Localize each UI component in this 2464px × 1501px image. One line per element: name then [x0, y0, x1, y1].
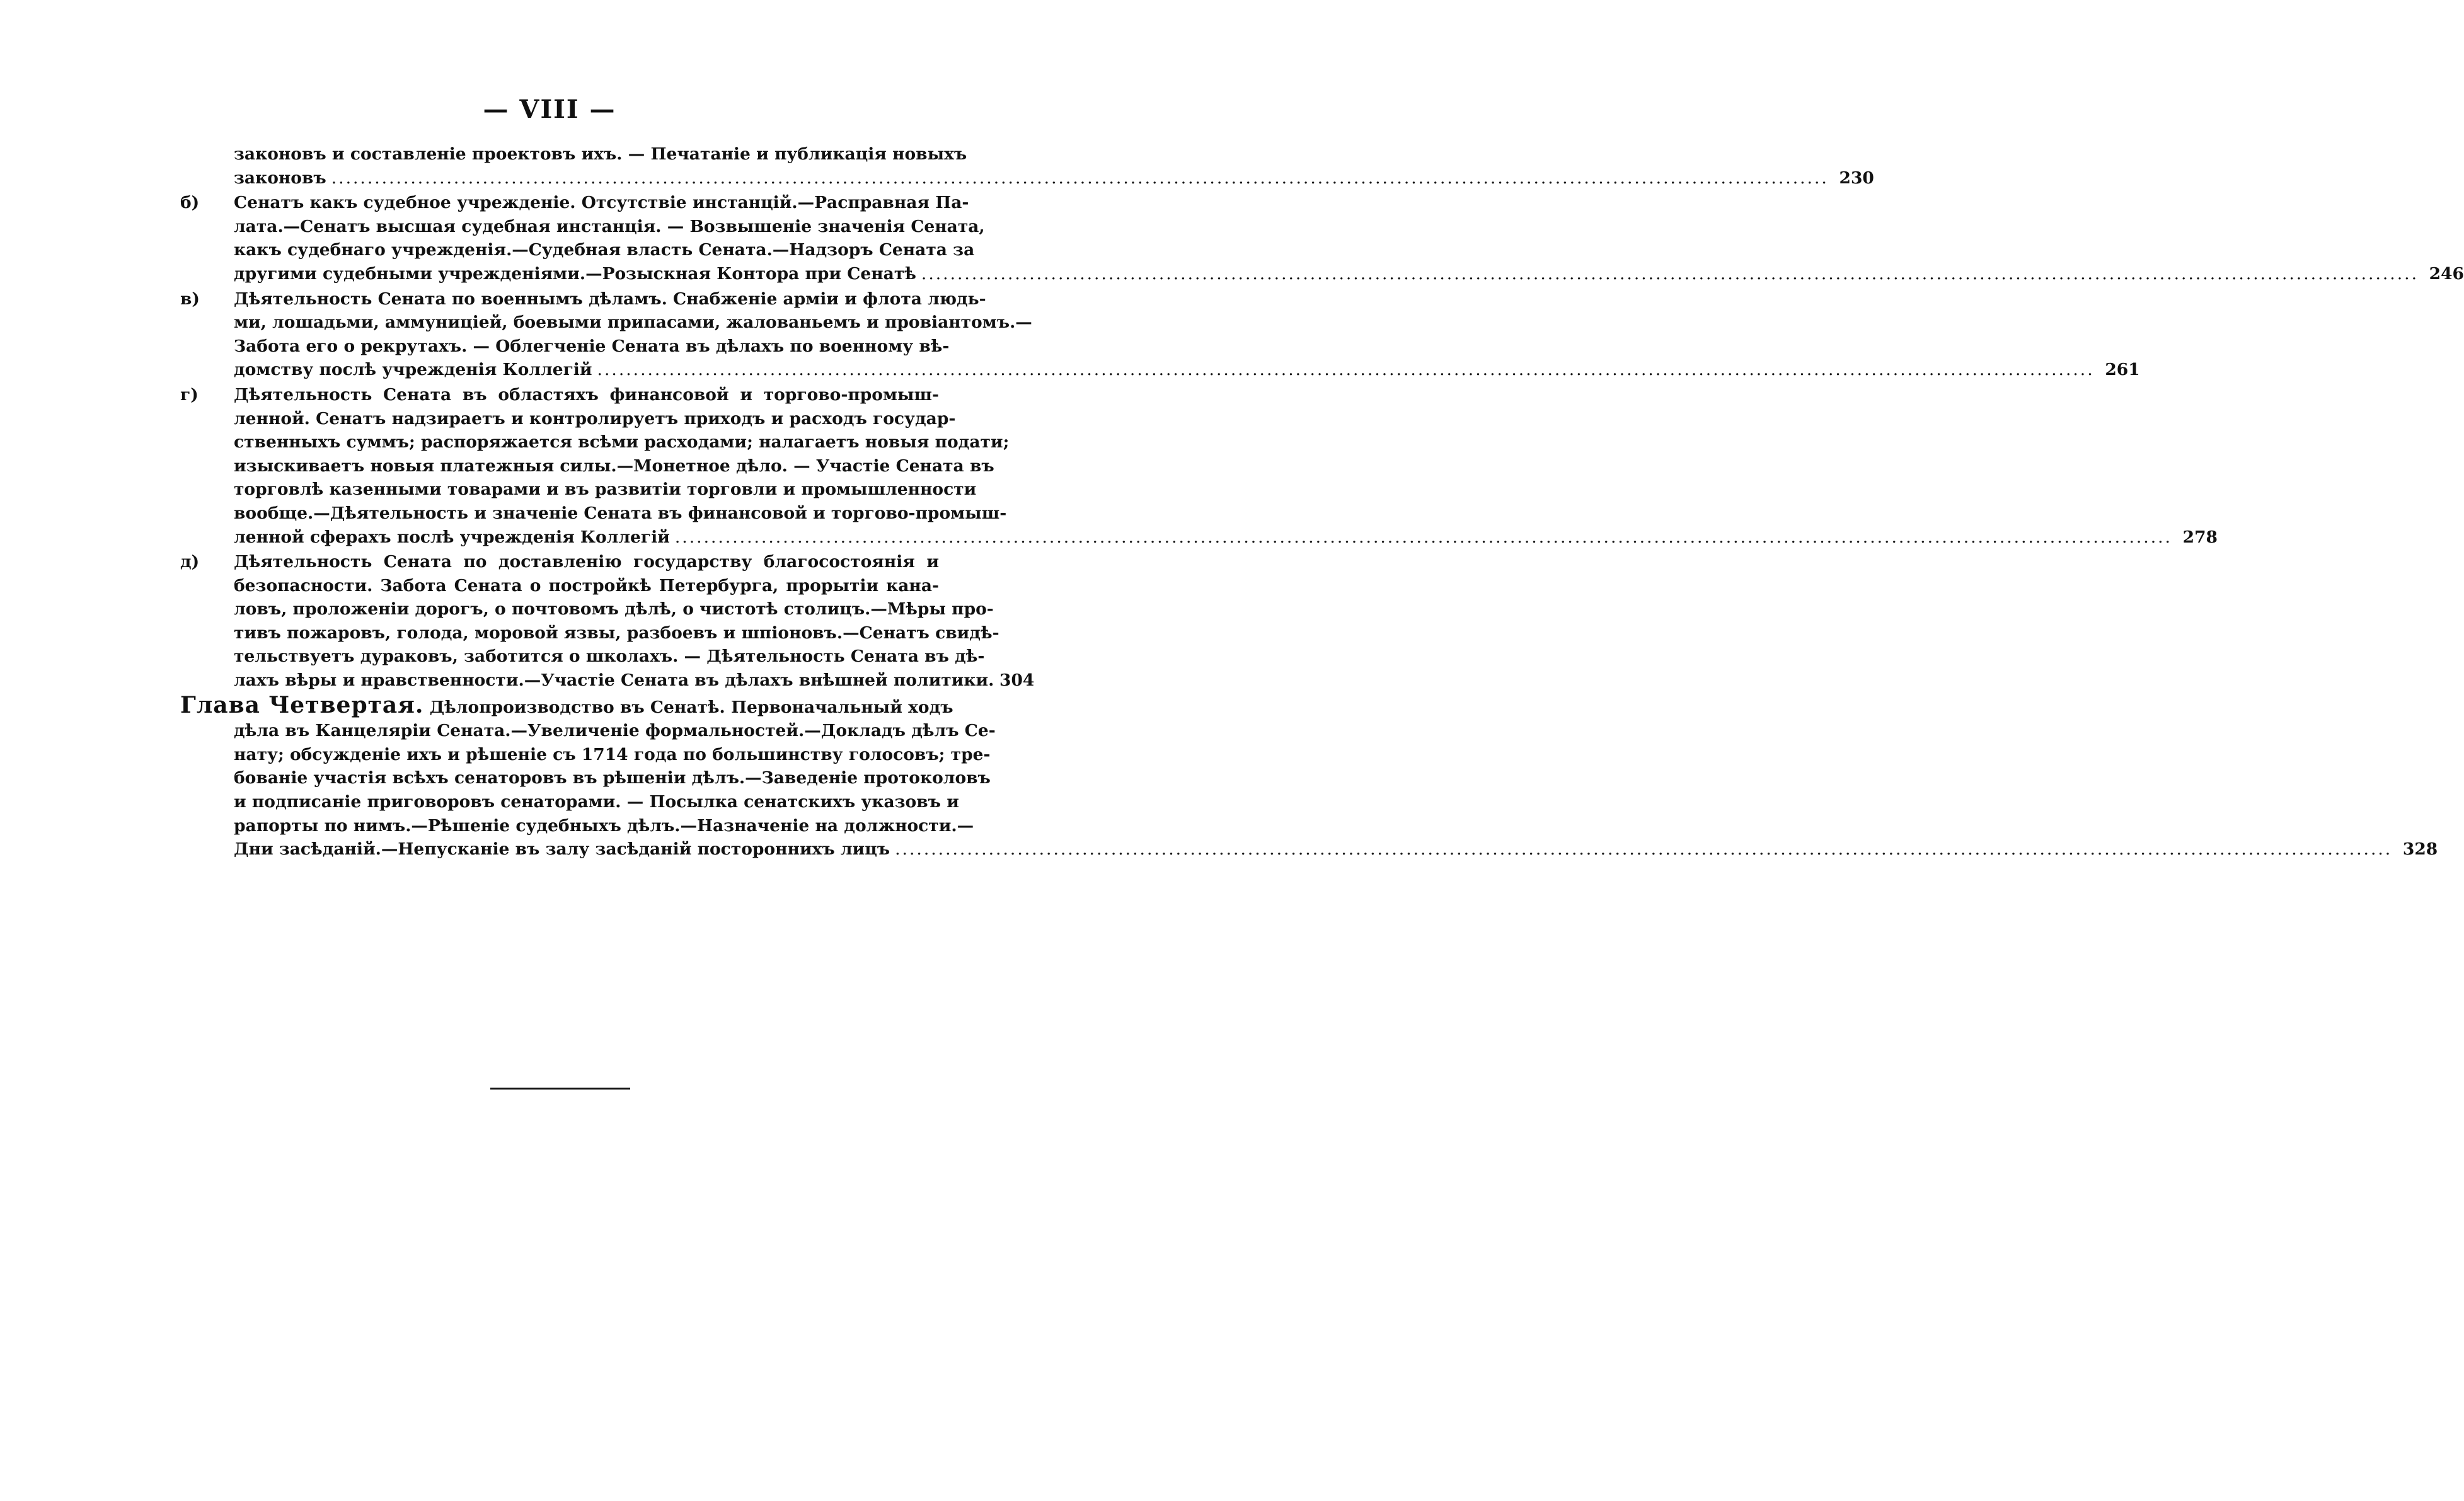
- page-number: — VIII —: [483, 95, 616, 124]
- chapter-first-line: [180, 691, 953, 720]
- end-rule: [490, 1088, 630, 1090]
- toc-line: ми, лошадьми, аммуницiей, боевыми припасами, жалованьемъ и провіантомъ.—: [234, 313, 1032, 333]
- toc-line: нату; обсужденіе ихъ и рѣшеніе съ 1714 года по большинству голосовъ; тре-: [234, 744, 991, 764]
- toc-last-line: [234, 837, 2438, 861]
- entry-marker: д): [180, 552, 200, 572]
- toc-line: Дѣятельность Сената по военнымъ дѣламъ. Снабженіе арміи и флота людь-: [234, 289, 986, 309]
- toc-entry-continuation: [180, 142, 1874, 190]
- toc-line: безопасности. Забота Сената о постройкѣ Петербурга, прорытіи кана-: [234, 575, 939, 595]
- toc-last-line: [234, 262, 2464, 286]
- toc-line: дѣла въ Канцеляріи Сената.—Увеличеніе формальностей.—Докладъ дѣлъ Се-: [234, 721, 996, 741]
- toc-entry: [180, 191, 2464, 285]
- toc-line: лахъ вѣры и нравственности.—Участіе Сената въ дѣлахъ внѣшней политики.: [234, 670, 994, 691]
- entry-marker: в): [180, 289, 200, 309]
- entry-marker: г): [180, 384, 199, 405]
- toc-chapter-entry: [180, 691, 2438, 861]
- toc-line: Дѣлопроизводство въ Сенатѣ. Первоначальный ходъ: [429, 697, 953, 717]
- toc-line: лата.—Сенатъ высшая судебная инстанція. — Возвышеніе значенія Сената,: [234, 216, 985, 236]
- dot-leader: [890, 837, 2397, 861]
- page-ref: 328: [2402, 839, 2438, 860]
- chapter-title: Глава Четвертая.: [180, 691, 424, 718]
- page-ref: 261: [2105, 360, 2140, 380]
- page-ref: 230: [1839, 168, 1874, 188]
- dot-leader: [916, 262, 2424, 286]
- toc-line: ственныхъ суммъ; распоряжается всѣми расходами; налагаетъ новыя подати;: [234, 432, 1010, 452]
- toc-entry: [180, 383, 2218, 549]
- toc-entry: [180, 550, 1035, 693]
- toc-line: Забота его о рекрутахъ. — Облегченіе Сената въ дѣлахъ по военному вѣ-: [234, 336, 950, 356]
- dot-leader: [326, 166, 1834, 190]
- toc-line: другими судебными учрежденіями.—Розыскная Контора при Сенатѣ: [234, 263, 916, 284]
- dot-leader: [592, 358, 2100, 382]
- toc-line: Дни засѣданій.—Непусканіе въ залу засѣданій постороннихъ лицъ: [234, 839, 890, 860]
- dot-leader: [670, 526, 2177, 549]
- entry-marker: б): [180, 193, 200, 213]
- toc-line: ленной сферахъ послѣ учрежденія Коллегій: [234, 527, 670, 547]
- toc-line: рапорты по нимъ.—Рѣшеніе судебныхъ дѣлъ.—Назначеніе на должности.—: [234, 815, 974, 836]
- toc-line: бованіе участія всѣхъ сенаторовъ въ рѣшеніи дѣлъ.—Заведеніе протоколовъ: [234, 768, 991, 788]
- toc-line: домству послѣ учрежденія Коллегій: [234, 360, 592, 380]
- table-of-contents: [180, 142, 2464, 861]
- toc-line: вообще.—Дѣятельность и значеніе Сената въ финансовой и торгово-промыш-: [234, 503, 1007, 523]
- page-ref: 278: [2182, 527, 2218, 547]
- toc-entry: [180, 287, 2140, 382]
- toc-last-line: [234, 166, 1874, 190]
- toc-line: ленной. Сенатъ надзираетъ и контролируетъ приходъ и расходъ государ-: [234, 408, 956, 428]
- page-ref: 246: [2429, 263, 2464, 284]
- toc-line: какъ судебнаго учрежденія.—Судебная власть Сената.—Надзоръ Сената за: [234, 240, 975, 260]
- toc-line: Дѣятельность Сената въ областяхъ финансовой и торгово-промыш-: [234, 384, 939, 405]
- toc-line: тивъ пожаровъ, голода, моровой язвы, разбоевъ и шпіоновъ.—Сенатъ свидѣ-: [234, 623, 999, 643]
- toc-line: Сенатъ какъ судебное учрежденіе. Отсутствіе инстанцій.—Расправная Па-: [234, 193, 969, 213]
- toc-line: торговлѣ казенными товарами и въ развитіи торговли и промышленности: [234, 480, 977, 500]
- toc-line: изыскиваетъ новыя платежныя силы.—Монетное дѣло. — Участіе Сената въ: [234, 456, 994, 476]
- toc-line: ловъ, проложеніи дорогъ, о почтовомъ дѣлѣ, о чистотѣ столицъ.—Мѣры про-: [234, 599, 994, 619]
- toc-line: и подписаніе приговоровъ сенаторами. — Посылка сенатскихъ указовъ и: [234, 792, 959, 812]
- toc-last-line: [234, 358, 2140, 382]
- toc-line: тельствуетъ дураковъ, заботится о школахъ. — Дѣятельность Сената въ дѣ-: [234, 647, 985, 667]
- toc-last-line: [234, 526, 2218, 549]
- toc-last-line: [234, 669, 1035, 693]
- toc-line: Дѣятельность Сената по доставленію государству благосостоянія и: [234, 552, 939, 572]
- toc-line: законовъ: [234, 168, 326, 188]
- page-ref: 304: [999, 670, 1035, 691]
- toc-line: законовъ и составленіе проектовъ ихъ. — Печатаніе и публикація новыхъ: [234, 144, 967, 164]
